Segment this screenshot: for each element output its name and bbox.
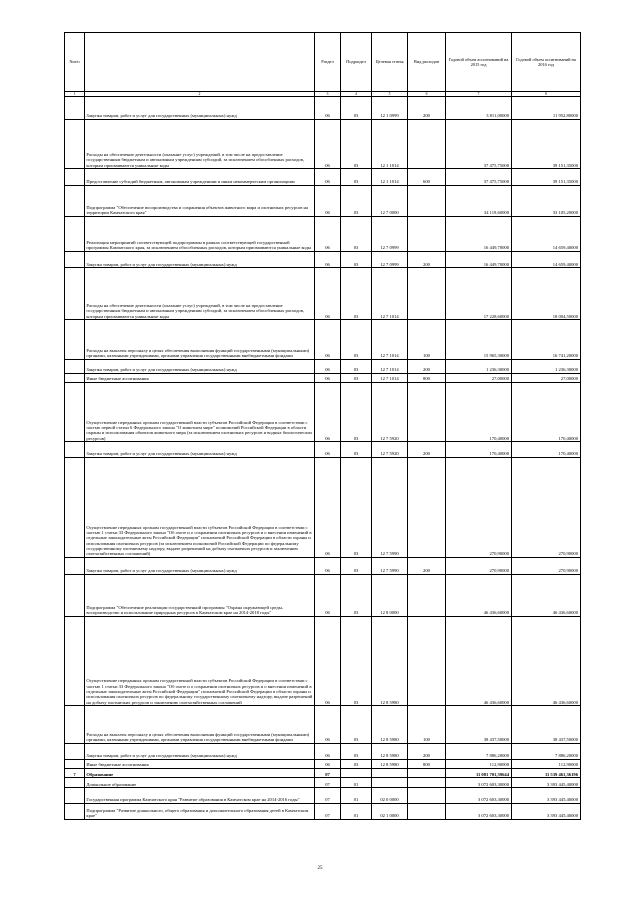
- row-amount-2015: 1 236,30000: [446, 360, 512, 374]
- table-row: [65, 778, 581, 788]
- table-row: [65, 186, 581, 217]
- colnum-3: 3: [315, 91, 341, 96]
- row-amount-2015: 34 119,60000: [446, 186, 512, 217]
- colnum-2: 2: [85, 91, 315, 96]
- row-section: 06: [315, 574, 341, 616]
- row-amount-2015: 46 436,60000: [446, 616, 512, 706]
- row-amount-2016: 11 539 461,36196: [512, 768, 581, 778]
- row-amount-2016: 39 151,35000: [512, 119, 581, 169]
- row-name: Расходы на обеспечение деятельности (оказание услуг) учреждений, в том числе на предоставление государственным бюджетным и автономным учреждениям субсидий, за исключением обособленных расходов, которым присваиваются уникальные коды: [85, 268, 315, 320]
- row-target: 12 7 0999: [372, 216, 408, 251]
- budget-table-page: [64, 32, 580, 820]
- row-num: [65, 458, 85, 558]
- row-expense: [408, 382, 446, 442]
- row-amount-2016: 270,90000: [512, 458, 581, 558]
- row-name: Подпрограмма "Развитие дошкольного, общего образования и дополнительного образования детей в Камчатском крае": [85, 803, 315, 819]
- row-target: [372, 778, 408, 788]
- colnum-4: 4: [341, 91, 372, 96]
- row-target: 12 1 0999: [372, 96, 408, 119]
- header-name: [85, 33, 315, 92]
- row-subsection: 03: [341, 268, 372, 320]
- row-subsection: 03: [341, 759, 372, 768]
- row-section: 06: [315, 382, 341, 442]
- row-amount-2015: 11 081 701,39644: [446, 768, 512, 778]
- row-subsection: 01: [341, 788, 372, 804]
- row-section: 06: [315, 216, 341, 251]
- colnum-1: 1: [65, 91, 85, 96]
- table-row: [65, 616, 581, 706]
- row-subsection: 03: [341, 557, 372, 574]
- row-amount-2015: 3 072 603,30000: [446, 803, 512, 819]
- header-target: Целевая статья: [372, 33, 408, 92]
- row-num: [65, 382, 85, 442]
- row-expense: 800: [408, 759, 446, 768]
- row-subsection: 03: [341, 96, 372, 119]
- row-subsection: 03: [341, 458, 372, 558]
- row-target: 12 7 5920: [372, 442, 408, 458]
- colnum-7: 7: [446, 91, 512, 96]
- row-subsection: [341, 768, 372, 778]
- row-target: 02 0 0000: [372, 788, 408, 804]
- row-section: 07: [315, 768, 341, 778]
- table-row: [65, 360, 581, 374]
- row-amount-2015: 38 437,50000: [446, 706, 512, 744]
- row-section: 06: [315, 268, 341, 320]
- row-num: [65, 373, 85, 382]
- table-row: [65, 320, 581, 360]
- row-subsection: 01: [341, 803, 372, 819]
- row-subsection: 03: [341, 186, 372, 217]
- row-num: 7: [65, 768, 85, 778]
- row-amount-2016: 16 741,20000: [512, 320, 581, 360]
- row-amount-2015: 170,40000: [446, 442, 512, 458]
- table-row: [65, 458, 581, 558]
- row-expense: 200: [408, 360, 446, 374]
- row-subsection: 03: [341, 251, 372, 268]
- row-expense: 200: [408, 251, 446, 268]
- row-target: 12 8 0000: [372, 574, 408, 616]
- row-subsection: 03: [341, 216, 372, 251]
- row-section: 06: [315, 119, 341, 169]
- row-subsection: 03: [341, 616, 372, 706]
- header-section: Раздел: [315, 33, 341, 92]
- row-target: 02 1 0000: [372, 803, 408, 819]
- row-num: [65, 360, 85, 374]
- row-num: [65, 442, 85, 458]
- row-subsection: 03: [341, 382, 372, 442]
- row-num: [65, 169, 85, 186]
- table-row: [65, 706, 581, 744]
- row-num: [65, 251, 85, 268]
- table-row: [65, 216, 581, 251]
- table-row: [65, 251, 581, 268]
- row-expense: 100: [408, 706, 446, 744]
- row-target: 12 8 5980: [372, 744, 408, 760]
- row-amount-2015: 17 228,60000: [446, 268, 512, 320]
- row-section: 06: [315, 616, 341, 706]
- row-num: [65, 119, 85, 169]
- row-target: 12 7 1014: [372, 360, 408, 374]
- row-amount-2016: 33 105,20000: [512, 186, 581, 217]
- row-amount-2015: 3 072 603,30000: [446, 788, 512, 804]
- row-section: 06: [315, 759, 341, 768]
- row-target: 12 8 5980: [372, 616, 408, 706]
- row-subsection: 03: [341, 320, 372, 360]
- row-amount-2015: 112,90000: [446, 759, 512, 768]
- row-amount-2016: 1 236,30000: [512, 360, 581, 374]
- row-expense: [408, 186, 446, 217]
- row-amount-2016: 14 659,40000: [512, 251, 581, 268]
- row-expense: 800: [408, 373, 446, 382]
- row-amount-2016: 3 393 445,40000: [512, 803, 581, 819]
- row-subsection: 03: [341, 373, 372, 382]
- row-subsection: 03: [341, 169, 372, 186]
- row-num: [65, 557, 85, 574]
- row-section: 06: [315, 373, 341, 382]
- header-expense: Вид расходов: [408, 33, 446, 92]
- row-subsection: 03: [341, 119, 372, 169]
- row-amount-2016: 46 436,60000: [512, 574, 581, 616]
- row-amount-2016: 3 393 445,40000: [512, 778, 581, 788]
- header-num: №п/п: [65, 33, 85, 92]
- row-section: 06: [315, 186, 341, 217]
- colnum-6: 6: [408, 91, 446, 96]
- row-target: 12 7 1014: [372, 268, 408, 320]
- row-target: [372, 768, 408, 778]
- row-amount-2015: 170,40000: [446, 382, 512, 442]
- row-num: [65, 96, 85, 119]
- row-amount-2015: 16 449,70000: [446, 251, 512, 268]
- row-num: [65, 216, 85, 251]
- header-2016: Годовой объем ассигнований на 2016 год: [512, 33, 581, 92]
- table-row: [65, 382, 581, 442]
- row-name: Расходы на выплаты персоналу в целях обеспечения выполнения функций государственными (муниципальными) органами, казенными учреждениями, органами управления государственными внебюджетными фондами: [85, 320, 315, 360]
- row-subsection: 01: [341, 778, 372, 788]
- table-row: [65, 169, 581, 186]
- row-expense: 600: [408, 169, 446, 186]
- row-name: Расходы на выплаты персоналу в целях обеспечения выполнения функций государственными (муниципальными) органами, казенными учреждениями, органами управления государственными внебюджетными фондами: [85, 706, 315, 744]
- row-subsection: 03: [341, 442, 372, 458]
- budget-table: [64, 32, 581, 820]
- row-amount-2016: 46 436,60000: [512, 616, 581, 706]
- table-row: [65, 96, 581, 119]
- row-amount-2015: 37 475,75000: [446, 169, 512, 186]
- table-row: [65, 768, 581, 778]
- row-target: 12 1 1014: [372, 119, 408, 169]
- row-amount-2015: 27,00000: [446, 373, 512, 382]
- row-amount-2015: 37 475,75000: [446, 119, 512, 169]
- row-name: Закупка товаров, работ и услуг для государственных (муниципальных) нужд: [85, 557, 315, 574]
- row-num: [65, 744, 85, 760]
- row-name: Дошкольное образование: [85, 778, 315, 788]
- row-name: Иные бюджетные ассигнования: [85, 759, 315, 768]
- row-expense: [408, 778, 446, 788]
- row-subsection: 03: [341, 744, 372, 760]
- table-row: [65, 759, 581, 768]
- row-section: 06: [315, 706, 341, 744]
- row-name: Осуществление переданных органам государственной власти субъектов Российской Федерации в соответствии с частью первой статьи 6 Федерального закона "О животном мире" полномочий Российской Федерации в области охраны и использования объектов животного мира (за исключением охотничьих ресурсов и водных биологических ресурсов): [85, 382, 315, 442]
- row-num: [65, 778, 85, 788]
- header-2015: Годовой объем ассигнований на 2015 год: [446, 33, 512, 92]
- row-amount-2015: 7 886,20000: [446, 744, 512, 760]
- table-row: [65, 268, 581, 320]
- row-target: 12 7 1014: [372, 373, 408, 382]
- table-body: [65, 96, 581, 819]
- row-amount-2015: 16 449,70000: [446, 216, 512, 251]
- row-target: 12 8 5980: [372, 759, 408, 768]
- row-expense: 200: [408, 96, 446, 119]
- row-amount-2015: 3 811,00000: [446, 96, 512, 119]
- row-num: [65, 616, 85, 706]
- row-amount-2016: 112,90000: [512, 759, 581, 768]
- row-amount-2016: 18 004,50000: [512, 268, 581, 320]
- row-name: Закупка товаров, работ и услуг для государственных (муниципальных) нужд: [85, 442, 315, 458]
- row-amount-2016: 11 952,80000: [512, 96, 581, 119]
- row-target: 12 7 0000: [372, 186, 408, 217]
- row-name: Закупка товаров, работ и услуг для государственных (муниципальных) нужд: [85, 360, 315, 374]
- table-row: [65, 803, 581, 819]
- row-target: 12 7 1014: [372, 320, 408, 360]
- row-expense: 200: [408, 442, 446, 458]
- row-expense: [408, 768, 446, 778]
- table-row: [65, 744, 581, 760]
- row-subsection: 03: [341, 574, 372, 616]
- row-name: Иные бюджетные ассигнования: [85, 373, 315, 382]
- row-amount-2016: 14 659,40000: [512, 216, 581, 251]
- row-amount-2016: 3 393 445,40000: [512, 788, 581, 804]
- row-expense: [408, 119, 446, 169]
- row-section: 07: [315, 803, 341, 819]
- row-amount-2016: 7 886,20000: [512, 744, 581, 760]
- row-amount-2016: 170,40000: [512, 382, 581, 442]
- table-row: [65, 119, 581, 169]
- row-target: 12 7 5990: [372, 458, 408, 558]
- row-num: [65, 268, 85, 320]
- row-expense: 100: [408, 320, 446, 360]
- row-name: Осуществление переданных органам государственной власти субъектов Российской Федерации в соответствии с частью 1 статьи 33 Федерального закона "Об охоте и о сохранении охотничьих ресурсов и о внесении изменений в отдельные законодательные акты Российской Федерации" полномочий Российской Федерации в области охраны и использования охотничьих ресурсов (за исключением полномочий Российской Федерации по федеральному государственному охотничьему надзору, выдаче разрешений на добычу охотничьих ресурсов и заключению охотхозяйственных соглашений): [85, 458, 315, 558]
- row-expense: [408, 458, 446, 558]
- row-name: Закупка товаров, работ и услуг для государственных (муниципальных) нужд: [85, 744, 315, 760]
- row-name: Предоставление субсидий бюджетным, автономным учреждениям и иным некоммерческим организациям: [85, 169, 315, 186]
- row-target: 12 1 1014: [372, 169, 408, 186]
- row-section: 07: [315, 788, 341, 804]
- row-amount-2016: 170,40000: [512, 442, 581, 458]
- row-name: Подпрограмма "Обеспечение воспроизводства и сохранения объектов животного мира и охотничьих ресурсов на территории Камчатского края": [85, 186, 315, 217]
- row-subsection: 03: [341, 360, 372, 374]
- row-amount-2016: 39 151,35000: [512, 169, 581, 186]
- table-row: [65, 574, 581, 616]
- colnum-8: 8: [512, 91, 581, 96]
- row-section: 06: [315, 744, 341, 760]
- row-amount-2016: 270,90000: [512, 557, 581, 574]
- table-row: [65, 788, 581, 804]
- row-section: 06: [315, 557, 341, 574]
- row-target: 12 7 0999: [372, 251, 408, 268]
- row-num: [65, 574, 85, 616]
- row-amount-2015: 270,90000: [446, 458, 512, 558]
- table-row: [65, 442, 581, 458]
- colnum-5: 5: [372, 91, 408, 96]
- row-section: 06: [315, 251, 341, 268]
- row-expense: 200: [408, 557, 446, 574]
- row-expense: [408, 788, 446, 804]
- row-expense: [408, 616, 446, 706]
- row-section: 06: [315, 458, 341, 558]
- row-name: Расходы на обеспечение деятельности (оказание услуг) учреждений, в том числе на предоставление государственным бюджетным и автономным учреждениям субсидий, за исключением обособленных расходов, которым присваиваются уникальные коды: [85, 119, 315, 169]
- header-subsection: Подраздел: [341, 33, 372, 92]
- row-expense: [408, 574, 446, 616]
- table-row: [65, 557, 581, 574]
- row-name: Образование: [85, 768, 315, 778]
- row-amount-2016: 38 437,50000: [512, 706, 581, 744]
- row-section: 06: [315, 169, 341, 186]
- row-target: 12 7 5990: [372, 557, 408, 574]
- row-section: 06: [315, 442, 341, 458]
- row-amount-2015: 46 436,60000: [446, 574, 512, 616]
- row-target: 12 7 5920: [372, 382, 408, 442]
- row-name: Государственная программа Камчатского края "Развитие образования в Камчатском крае на 2014-2016 годы": [85, 788, 315, 804]
- row-expense: [408, 803, 446, 819]
- row-amount-2015: 15 965,30000: [446, 320, 512, 360]
- row-name: Осуществление переданных органам государственной власти субъектов Российской Федерации в соответствии с частью 1 статьи 33 Федерального закона "Об охоте и о сохранении охотничьих ресурсов и о внесении изменений в отдельные законодательные акты Российской Федерации" полномочий Российской Федерации в области охраны и использования охотничьих ресурсов по федеральному государственному охотничьему надзору, выдаче разрешений на добычу охотничьих ресурсов и заключению охотхозяйственных соглашений: [85, 616, 315, 706]
- row-num: [65, 759, 85, 768]
- row-num: [65, 803, 85, 819]
- row-section: 07: [315, 778, 341, 788]
- row-section: 06: [315, 96, 341, 119]
- row-amount-2015: 3 072 603,30000: [446, 778, 512, 788]
- row-name: Закупка товаров, работ и услуг для государственных (муниципальных) нужд: [85, 251, 315, 268]
- row-expense: [408, 268, 446, 320]
- row-num: [65, 186, 85, 217]
- row-section: 06: [315, 360, 341, 374]
- row-amount-2016: 27,00000: [512, 373, 581, 382]
- header-row: [65, 33, 581, 92]
- row-amount-2015: 270,90000: [446, 557, 512, 574]
- table-row: [65, 373, 581, 382]
- row-num: [65, 788, 85, 804]
- row-subsection: 03: [341, 706, 372, 744]
- row-name: Закупка товаров, работ и услуг для государственных (муниципальных) нужд: [85, 96, 315, 119]
- row-section: 06: [315, 320, 341, 360]
- row-num: [65, 706, 85, 744]
- page-number: 25: [317, 866, 323, 871]
- row-expense: [408, 216, 446, 251]
- row-num: [65, 320, 85, 360]
- row-name: Реализация мероприятий соответствующей подпрограммы в рамках соответствующей государственной программы Камчатского края, за исключением обособленных расходов, которым присваиваются уникальные коды: [85, 216, 315, 251]
- row-expense: 200: [408, 744, 446, 760]
- row-target: 12 8 5980: [372, 706, 408, 744]
- row-name: Подпрограмма "Обеспечение реализации государственной программы "Охрана окружающей среды, воспроизводство и использование природных ресурсов в Камчатском крае на 2014-2018 годы": [85, 574, 315, 616]
